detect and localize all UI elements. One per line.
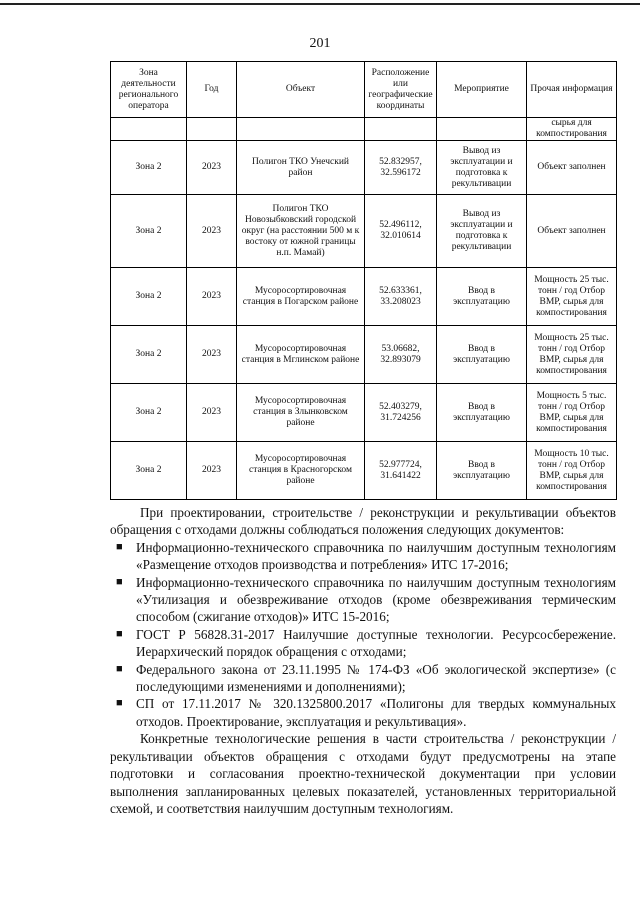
action-cell: Вывод из эксплуатации и подготовка к рекультивации	[437, 195, 527, 268]
year-cell: 2023	[187, 326, 237, 384]
header-year: Год	[187, 62, 237, 118]
bullet-icon: ■	[116, 575, 123, 588]
coords-cell: 53.06682, 32.893079	[365, 326, 437, 384]
objects-table	[110, 61, 617, 500]
object-cell: Мусоросортировочная станция в Красногорском районе	[237, 442, 365, 500]
top-border-line	[0, 3, 640, 5]
bullet-icon: ■	[116, 697, 123, 710]
conclusion-paragraph: Конкретные технологические решения в части строительства / реконструкции / рекультивации объектов обращения с отходами будут предусмотрены на этапе подготовки и согласования проектно-технической документации при условии выполнения запланированных целевых показателей, установленных территориальной схемой, и соответствия наилучшим доступным технологиям.	[110, 731, 616, 816]
action-cell: Ввод в эксплуатацию	[437, 384, 527, 442]
table-row	[111, 195, 617, 268]
coords-cell: 52.496112, 32.010614	[365, 195, 437, 268]
table-row	[111, 384, 617, 442]
year-cell: 2023	[187, 141, 237, 195]
table-row	[111, 268, 617, 326]
header-zone: Зона деятельности регионального оператора	[111, 62, 187, 118]
zone-cell: Зона 2	[111, 268, 187, 326]
year-cell: 2023	[187, 268, 237, 326]
table-header-row	[111, 62, 617, 118]
info-cell: Объект заполнен	[527, 195, 617, 268]
list-item: ■ ГОСТ Р 56828.31-2017 Наилучшие доступные технологии. Ресурсосбережение. Иерархический порядок обращения с отходами;	[116, 626, 616, 660]
header-location: Расположение или географические координаты	[365, 62, 437, 118]
bullet-icon: ■	[116, 540, 123, 553]
info-cell: Мощность 5 тыс. тонн / год Отбор ВМР, сырья для компостирования	[527, 384, 617, 442]
object-cell: Мусоросортировочная станция в Погарском районе	[237, 268, 365, 326]
header-action: Мероприятие	[437, 62, 527, 118]
zone-cell: Зона 2	[111, 442, 187, 500]
info-cell: Мощность 25 тыс. тонн / год Отбор ВМР, сырья для компостирования	[527, 268, 617, 326]
year-cell: 2023	[187, 195, 237, 268]
zone-cell: Зона 2	[111, 141, 187, 195]
info-cell: Мощность 25 тыс. тонн / год Отбор ВМР, сырья для компостирования	[527, 326, 617, 384]
list-item: ■ СП от 17.11.2017 № 320.1325800.2017 «Полигоны для твердых коммунальных отходов. Проектирование, эксплуатация и рекультивация».	[116, 696, 616, 729]
bullet-icon: ■	[116, 627, 123, 640]
object-cell: Мусоросортировочная станция в Мглинском районе	[237, 326, 365, 384]
coords-cell: 52.403279, 31.724256	[365, 384, 437, 442]
action-cell: Ввод в эксплуатацию	[437, 326, 527, 384]
table-row-continued	[111, 118, 617, 141]
page-number: 201	[309, 36, 331, 51]
header-info: Прочая информация	[527, 62, 617, 118]
table-row	[111, 326, 617, 384]
object-cell: Полигон ТКО Унечский район	[237, 141, 365, 195]
documents-list	[110, 539, 616, 730]
list-item: ■ Информационно-технического справочника по наилучшим доступным технологиям «Размещение отходов производства и потребления» ИТС 17-2016;	[116, 539, 616, 573]
action-cell: Ввод в эксплуатацию	[437, 442, 527, 500]
continued-info-cell: сырья для компостирования	[527, 118, 617, 141]
document-body	[110, 504, 616, 817]
year-cell: 2023	[187, 442, 237, 500]
object-cell: Полигон ТКО Новозыбковский городской округ (на расстоянии 500 м к востоку от южной границы н.п. Мамай)	[237, 195, 365, 268]
info-cell: Мощность 10 тыс. тонн / год Отбор ВМР, сырья для компостирования	[527, 442, 617, 500]
list-item: ■ Информационно-технического справочника по наилучшим доступным технологиям «Утилизация и обезвреживание отходов (кроме обезвреживания термическим способом (сжигание отходов)» ИТС 15-2016;	[116, 574, 616, 625]
coords-cell: 52.832957, 32.596172	[365, 141, 437, 195]
zone-cell: Зона 2	[111, 384, 187, 442]
header-object: Объект	[237, 62, 365, 118]
coords-cell: 52.977724, 31.641422	[365, 442, 437, 500]
action-cell: Вывод из эксплуатации и подготовка к рекультивации	[437, 141, 527, 195]
zone-cell: Зона 2	[111, 195, 187, 268]
intro-paragraph: При проектировании, строительстве / реконструкции и рекультивации объектов обращения с отходами должны соблюдаться положения следующих документов:	[110, 505, 616, 538]
coords-cell: 52.633361, 33.208023	[365, 268, 437, 326]
table-row	[111, 141, 617, 195]
bullet-icon: ■	[116, 662, 123, 675]
object-cell: Мусоросортировочная станция в Злынковском районе	[237, 384, 365, 442]
table-row	[111, 442, 617, 500]
list-item: ■ Федерального закона от 23.11.1995 № 174-ФЗ «Об экологической экспертизе» (с последующими изменениями и дополнениями);	[116, 661, 616, 695]
zone-cell: Зона 2	[111, 326, 187, 384]
action-cell: Ввод в эксплуатацию	[437, 268, 527, 326]
info-cell: Объект заполнен	[527, 141, 617, 195]
year-cell: 2023	[187, 384, 237, 442]
